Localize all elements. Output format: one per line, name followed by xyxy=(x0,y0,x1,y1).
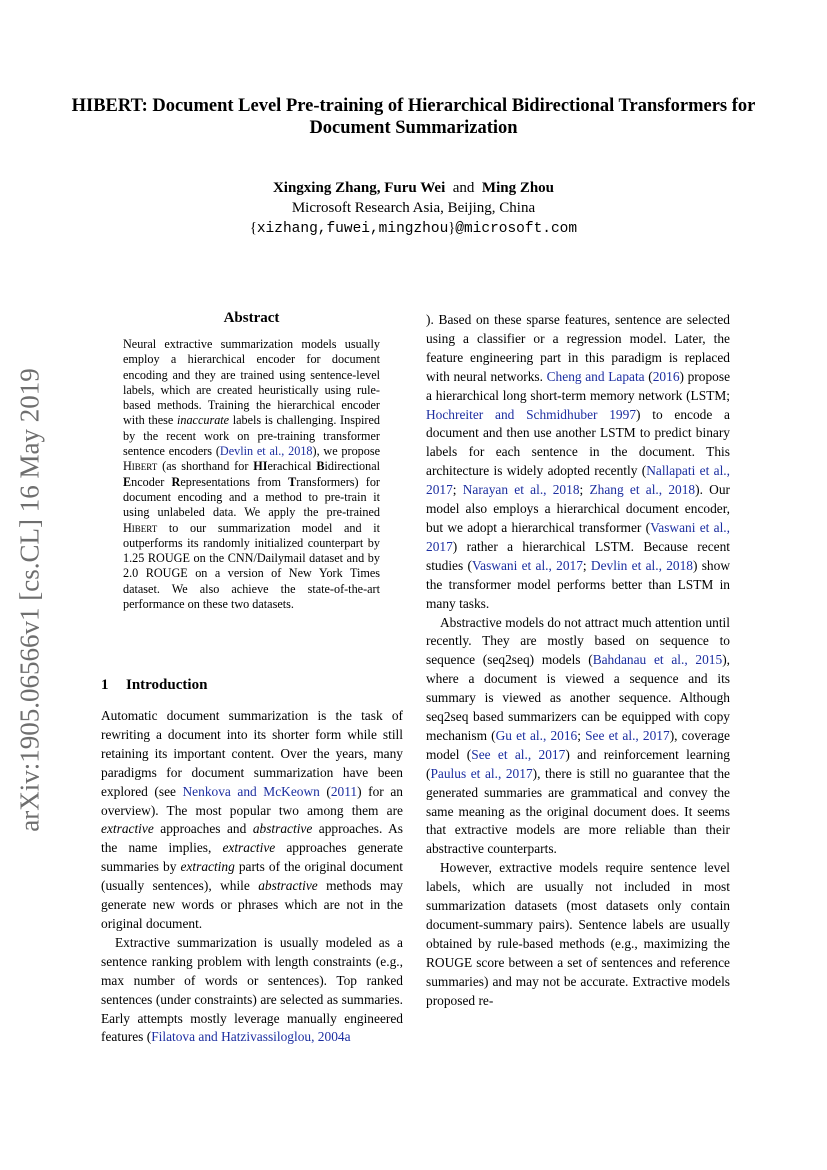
abstract-heading: Abstract xyxy=(223,310,280,326)
citation-link[interactable]: Hochreiter and Schmidhuber 1997 xyxy=(426,406,637,422)
text: ) and reinforcement learning ( xyxy=(426,746,730,781)
abstract-text: labels is challenging. Inspired by the recent work on pre-training transformer sentence encoders ( xyxy=(123,413,380,459)
citation-link[interactable]: See et al., 2017 xyxy=(471,746,566,762)
emphasis: extractive xyxy=(222,840,276,856)
text: approaches. As the name implies, xyxy=(101,821,403,856)
citation-link[interactable]: Narayan et al., 2018 xyxy=(462,482,580,498)
emphasis: extractive xyxy=(101,821,154,837)
text: ). Based on these sparse features, sentence are selected using a classifier or a regression model. Later, the feature engineering part in this paradigm is replaced with neural networks. xyxy=(426,312,730,384)
abstract-text: epresentations from xyxy=(180,474,289,489)
abstract-text: idirectional xyxy=(324,459,380,474)
author-last: Ming Zhou xyxy=(481,180,555,196)
text: ) to encode a document and then use another LSTM to predict binary labels for each sentence in the document. This architecture is widely adopted recently ( xyxy=(426,406,730,479)
acronym-letter: HI xyxy=(253,459,268,474)
text: ; xyxy=(579,482,590,498)
abstract-text: Neural extractive summarization models usually employ a hierarchical encoder for document encoding and they are trained using sentence-level labels, which are created heuristically using rule-based methods. Training the hierarchical encoder with these xyxy=(123,337,380,428)
citation-link[interactable]: Cheng and Lapata xyxy=(546,368,645,384)
citation-link[interactable]: Devlin et al., 2018 xyxy=(590,557,693,573)
email-open-brace: { xyxy=(249,220,257,236)
citation-link[interactable]: Vaswani et al., 2017 xyxy=(426,519,730,554)
text: However, extractive models require sentence level labels, which are usually not included in most summarization datasets (most datasets only contain document-summary pairs). Sentence labels are usually obtained by rule-based methods (e.g., maximizing the ROUGE score between a set of sentences and reference summaries) and may not be accurate. Extractive models proposed re- xyxy=(426,860,730,1008)
text: ) for an overview). The most popular two among them are xyxy=(101,783,403,818)
text: ; xyxy=(452,482,463,498)
text: ; xyxy=(577,727,586,743)
text: parts of the original document (usually sentences), while xyxy=(101,859,403,894)
section-title: Introduction xyxy=(126,677,208,693)
text: approaches and xyxy=(153,821,253,837)
text: Automatic document summarization is the task of rewriting a document into its shorter form while still retaining its important content. Over the years, many paradigms for document summarization have been explored (see xyxy=(101,708,403,799)
acronym-letter: R xyxy=(171,474,181,489)
text: ) propose a hierarchical long short-term memory network (LSTM; xyxy=(426,368,731,403)
text: ; xyxy=(582,557,591,573)
text: Abstractive models do not attract much attention until recently. They are mostly based on sequence to sequence (seq2seq) models ( xyxy=(426,614,730,668)
text: ( xyxy=(644,368,653,384)
right-column xyxy=(426,311,730,1011)
citation-link[interactable]: Paulus et al., 2017 xyxy=(430,765,533,781)
citation-link[interactable]: Filatova and Hatzivassiloglou, 2004a xyxy=(151,1029,351,1045)
acronym-letter: B xyxy=(316,459,325,474)
abstract-text: (as shorthand for xyxy=(157,459,254,474)
arxiv-sidebar xyxy=(10,355,50,845)
citation-link[interactable]: 2016 xyxy=(652,368,680,384)
text: Extractive summarization is usually modeled as a sentence ranking problem with length constraints (e.g., max number of words or sentences). Top ranked sentences (under constraints) are selected as summaries. Early attempts mostly leverage manually engineered features ( xyxy=(101,934,403,1045)
text: ), where a document is viewed a sequence and its summary is viewed as another sequence. Although seq2seq based summarizers can be equipped with copy mechanism ( xyxy=(426,652,730,743)
emphasis: abstractive xyxy=(258,878,318,894)
citation-link[interactable]: 2011 xyxy=(330,783,358,799)
abstract-text: ncoder xyxy=(131,474,172,489)
abstract-text: erachical xyxy=(267,459,317,474)
abstract-text: ), we propose xyxy=(312,444,380,459)
email-close-brace: } xyxy=(448,220,456,236)
abstract-em: inaccurate xyxy=(176,413,230,428)
citation-link[interactable]: Zhang et al., 2018 xyxy=(589,482,696,498)
citation-link[interactable]: Devlin et al., 2018 xyxy=(219,444,313,459)
email xyxy=(60,218,767,239)
citation-link[interactable]: Nallapati et al., 2017 xyxy=(426,463,730,498)
paragraph xyxy=(426,614,730,860)
text: ( xyxy=(319,783,331,799)
abstract-text: to our summarization model and it outperforms its randomly initialized counterpart by 1.25 ROUGE on the CNN/Dailymail dataset and by 2.0 ROUGE on a version of New York Times dataset. We also achieve the state-of-the-art performance on these two datasets. xyxy=(123,520,380,612)
paragraph-continued xyxy=(426,311,730,614)
emphasis: abstractive xyxy=(252,821,313,837)
citation-link[interactable]: Vaswani et al., 2017 xyxy=(471,557,583,573)
section-number: 1 xyxy=(101,677,109,693)
affiliation: Microsoft Research Asia, Beijing, China xyxy=(291,200,536,216)
author-names: Xingxing Zhang, Furu Wei xyxy=(272,180,446,196)
citation-link[interactable]: Bahdanau et al., 2015 xyxy=(592,652,723,668)
hibert-name: Hibert xyxy=(123,459,158,474)
text: methods may generate new words or phrases which are not in the original document. xyxy=(101,878,403,931)
abstract-body xyxy=(123,337,380,612)
hibert-name: Hibert xyxy=(123,520,158,535)
arxiv-stamp: arXiv:1905.06566v1 [cs.CL] 16 May 2019 xyxy=(14,368,45,832)
text: ), there is still no guarantee that the generated summaries are grammatical and convey the same meaning as the original document does. It seems that extractive models are more reliable than their abstractive counterparts. xyxy=(426,765,730,857)
acronym-letter: T xyxy=(288,474,297,489)
author-and: and xyxy=(452,180,475,196)
author-list xyxy=(60,178,767,198)
paper-title: HIBERT: Document Level Pre-training of Hierarchical Bidirectional Transformers for Document Summarization xyxy=(71,96,756,138)
paragraph xyxy=(101,707,403,934)
paragraph xyxy=(426,859,730,1010)
text: ), coverage model ( xyxy=(426,727,730,762)
emphasis: extracting xyxy=(180,859,235,875)
email-users: xizhang,fuwei,mingzhou xyxy=(256,221,449,237)
text: approaches generate summaries by xyxy=(101,840,403,875)
left-column xyxy=(101,707,403,1047)
acronym-letter: E xyxy=(123,474,132,489)
citation-link[interactable]: Gu et al., 2016 xyxy=(495,727,578,743)
text: ). Our model also employs a hierarchical document encoder, but we adopt a hierarchical transformer ( xyxy=(426,482,730,535)
abstract-text: ransformers) for document encoding and a method to pre-train it using unlabeled data. We apply the pre-trained xyxy=(123,474,380,520)
paragraph xyxy=(101,934,403,1047)
email-domain: @microsoft.com xyxy=(455,221,578,237)
citation-link[interactable]: Nenkova and McKeown xyxy=(182,783,320,799)
citation-link[interactable]: See et al., 2017 xyxy=(585,727,670,743)
text: ) show the transformer model performs better than LSTM in many tasks. xyxy=(426,557,730,611)
text: ) rather a hierarchical LSTM. Because recent studies ( xyxy=(426,538,730,573)
section-heading-introduction xyxy=(101,677,403,694)
